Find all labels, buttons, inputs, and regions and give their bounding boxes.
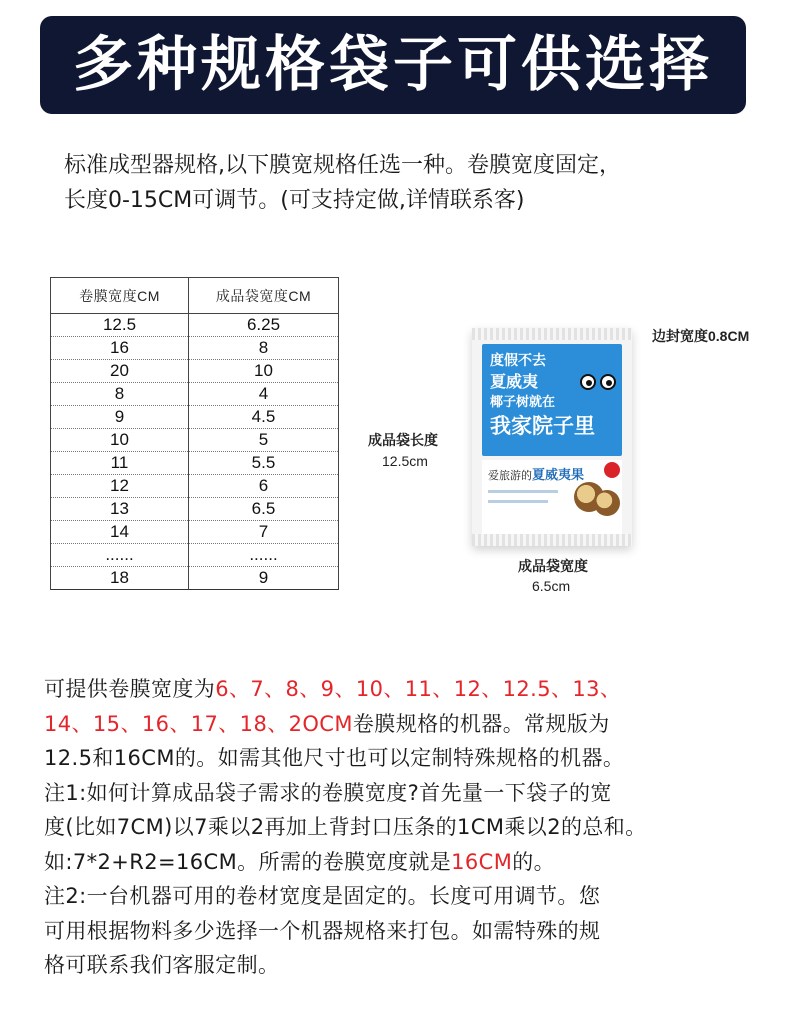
decor-line [488, 490, 558, 493]
bag-width-value: 6.5cm [532, 578, 571, 594]
pouch-lower-panel [482, 460, 622, 534]
bag-length-label: 成品袋长度 [368, 432, 438, 448]
film-width-table [50, 277, 339, 590]
banner-title: 多种规格袋子可供选择 [73, 30, 713, 100]
table-row [51, 429, 339, 452]
film-width-cell: 12.5 [51, 314, 189, 337]
table-header-row [51, 278, 339, 314]
table-row [51, 360, 339, 383]
film-width-cell: 11 [51, 452, 189, 475]
top-seal [472, 328, 632, 340]
intro-text [64, 148, 764, 218]
intro-line-2: 长度0-15CM可调节。(可支持定做,详情联系客) [64, 188, 525, 213]
bag-width-cell: 5.5 [189, 452, 339, 475]
bag-width-cell: 5 [189, 429, 339, 452]
table-row [51, 337, 339, 360]
bag-width-cell: 9 [189, 567, 339, 590]
pack-subtitle: 爱旅游的夏威夷果 [488, 468, 585, 483]
bag-width-cell: 6 [189, 475, 339, 498]
seal-width-label: 边封宽度0.8CM [652, 328, 750, 344]
table-row [51, 452, 339, 475]
film-width-cell: 18 [51, 567, 189, 590]
table-row [51, 567, 339, 590]
details-line-9: 格可联系我们客服定制。 [44, 953, 280, 977]
details-line-3: 12.5和16CM的。如需其他尺寸也可以定制特殊规格的机器。 [44, 746, 625, 770]
intro-line-1: 标准成型器规格,以下膜宽规格任选一种。卷膜宽度固定， [64, 153, 621, 178]
brand-badge-icon [604, 462, 620, 478]
details-line-8: 可用根据物料多少选择一个机器规格来打包。如需特殊的规 [44, 918, 601, 943]
pouch-print-area [482, 344, 622, 456]
table-body [51, 314, 339, 590]
pouch-diagram [360, 320, 780, 600]
table-row [51, 521, 339, 544]
film-width-cell: ...... [51, 544, 189, 567]
details-line-7: 注2:一台机器可用的卷材宽度是固定的。长度可用调节。您 [44, 884, 601, 908]
table-row [51, 475, 339, 498]
table-row [51, 383, 339, 406]
table-row [51, 314, 339, 337]
film-width-cell: 20 [51, 360, 189, 383]
pack-line-1: 度假不去 [490, 353, 546, 369]
bag-width-cell: 8 [189, 337, 339, 360]
bag-width-cell: ...... [189, 544, 339, 567]
bag-width-cell: 4.5 [189, 406, 339, 429]
bag-width-cell: 6.25 [189, 314, 339, 337]
film-width-cell: 9 [51, 406, 189, 429]
pack-line-2: 夏威夷 [490, 372, 539, 391]
header-bag-width: 成品袋宽度CM [189, 278, 339, 314]
table-row [51, 544, 339, 567]
table-row [51, 498, 339, 521]
pouch-image [472, 328, 632, 546]
bag-width-label: 成品袋宽度 [518, 558, 588, 574]
pack-line-3: 椰子树就在 [490, 395, 556, 410]
film-width-cell: 10 [51, 429, 189, 452]
bag-width-cell: 6.5 [189, 498, 339, 521]
details-line-4: 注1:如何计算成品袋子需求的卷膜宽度?首先量一下袋子的宽 [44, 780, 612, 805]
header-film-width: 卷膜宽度CM [51, 278, 189, 314]
details-line-1: 可提供卷膜宽度为6、7、8、9、10、11、12、12.5、13、 [44, 677, 622, 701]
cartoon-eyes-icon [580, 370, 620, 394]
details-line-5: 度(比如7CM)以7乘以2再加上背封口压条的1CM乘以2的总和。 [44, 815, 647, 839]
film-width-cell: 13 [51, 498, 189, 521]
details-line-2: 14、15、16、17、18、2OCM卷膜规格的机器。常规版为 [44, 711, 610, 736]
details-text [44, 672, 764, 983]
bottom-seal [472, 534, 632, 546]
film-width-cell: 12 [51, 475, 189, 498]
bag-width-cell: 10 [189, 360, 339, 383]
bag-width-cell: 7 [189, 521, 339, 544]
macadamia-nut-icon [594, 490, 620, 516]
film-width-cell: 16 [51, 337, 189, 360]
decor-line [488, 500, 548, 503]
film-width-cell: 14 [51, 521, 189, 544]
title-banner [40, 16, 746, 114]
details-line-6: 如:7*2+R2=16CM。所需的卷膜宽度就是16CM的。 [44, 849, 556, 874]
film-width-cell: 8 [51, 383, 189, 406]
pack-line-4: 我家院子里 [490, 414, 595, 438]
bag-length-value: 12.5cm [382, 453, 428, 469]
table-row [51, 406, 339, 429]
bag-width-cell: 4 [189, 383, 339, 406]
